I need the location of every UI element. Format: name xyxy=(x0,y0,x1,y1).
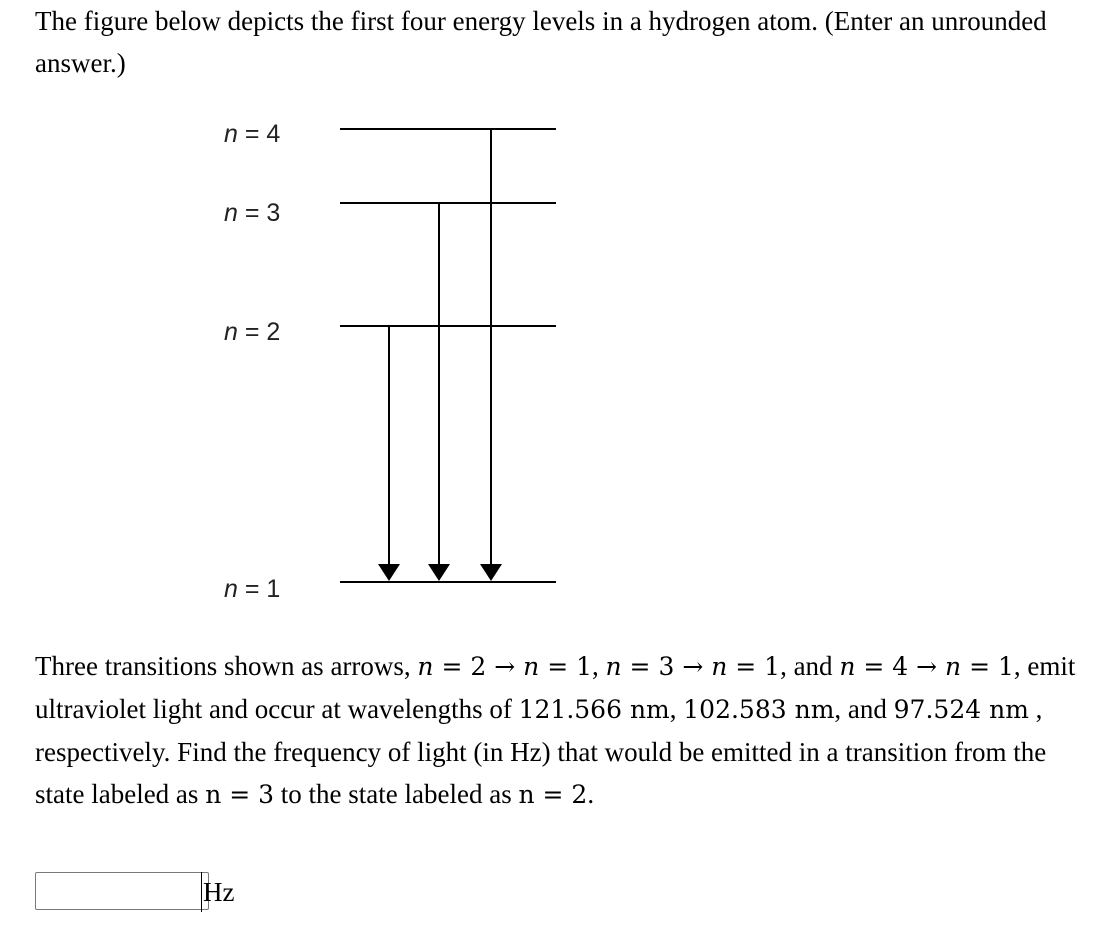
transition-arrow-4-to-1 xyxy=(480,129,502,581)
transition-arrow-2-to-1 xyxy=(378,326,400,581)
math-transition-3: n = 4 → n = 1 xyxy=(839,652,1014,681)
math-transition-1: n = 2 → n = 1 xyxy=(417,652,592,681)
level-label-n3: n = 3 xyxy=(224,199,281,227)
wavelength-1: 121.566 nm xyxy=(518,695,670,724)
transition-arrow-3-to-1 xyxy=(428,203,450,581)
wavelength-3: 97.524 nm xyxy=(893,695,1029,724)
answer-input[interactable] xyxy=(35,872,209,910)
level-label-n1: n = 1 xyxy=(224,575,281,603)
level-label-n4: n = 4 xyxy=(224,120,281,148)
wavelength-2: 102.583 nm xyxy=(683,695,835,724)
to-state: n = 2 xyxy=(518,780,588,809)
math-transition-2: n = 3 → n = 1 xyxy=(605,652,781,681)
question-body: Three transitions shown as arrows, n = 2 → n = 1, n = 3 → n = 1, and n = 4 → n = 1, emit ultraviolet light and occur at wavelengths of 121.566 nm, 102.583 nm, and 97.524 nm , respectively. Find the frequency of light (in Hz) that would be emitted in a transition from the state labeled as n = 3 to the state labeled as n = 2. xyxy=(35,651,1076,809)
from-state: n = 3 xyxy=(205,780,275,809)
level-label-n2: n = 2 xyxy=(224,318,281,346)
unit-label: Hz xyxy=(201,872,234,912)
question-intro: The figure below depicts the first four energy levels in a hydrogen atom. (Enter an unrounded answer.) xyxy=(35,6,1047,78)
